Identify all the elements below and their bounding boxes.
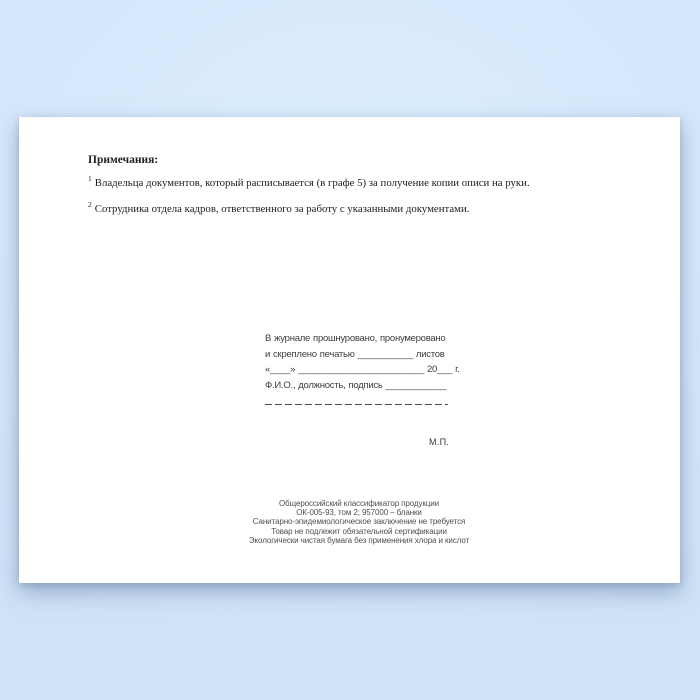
footnote-1-marker: 1: [88, 174, 92, 184]
cert-line-2: и скреплено печатью ___________ листов: [265, 348, 445, 360]
footer-line-2: ОК-005-93, том 2; 957000 – бланки: [296, 508, 422, 518]
footnote-2: [88, 200, 648, 215]
cert-line-3: «____» _________________________ 20___ г.: [265, 364, 460, 375]
stamp-place-label: М.П.: [429, 437, 450, 447]
document-page: [19, 117, 680, 583]
footer-line-5: Экологически чистая бумага без применения хлора и кислот: [248, 535, 470, 545]
footnote-2-marker: 2: [88, 200, 92, 210]
cert-line-1: В журнале прошнуровано, пронумеровано: [265, 333, 446, 344]
notes-heading: Примечания:: [88, 154, 159, 166]
print-footer: [38, 499, 680, 545]
footer-line-4: Товар не подлежит обязательной сертификации: [271, 526, 447, 536]
footnote-1-text: Владельца документов, который расписывается (в графе 5) за получение копии описи на руки.: [94, 177, 530, 189]
binding-certification-block: [265, 331, 460, 405]
footer-line-3: Санитарно-эпидемиологическое заключение не требуется: [252, 517, 466, 527]
footnote-1: [88, 174, 648, 189]
cert-line-4: Ф.И.О., должность, подпись ____________: [265, 379, 447, 391]
notes-section: [88, 154, 648, 229]
dashed-signature-line: [265, 404, 448, 405]
footnote-2-text: Сотрудника отдела кадров, ответственного за работу с указанными документами.: [94, 203, 470, 215]
footer-line-1: Общероссийский классификатор продукции: [278, 499, 440, 508]
